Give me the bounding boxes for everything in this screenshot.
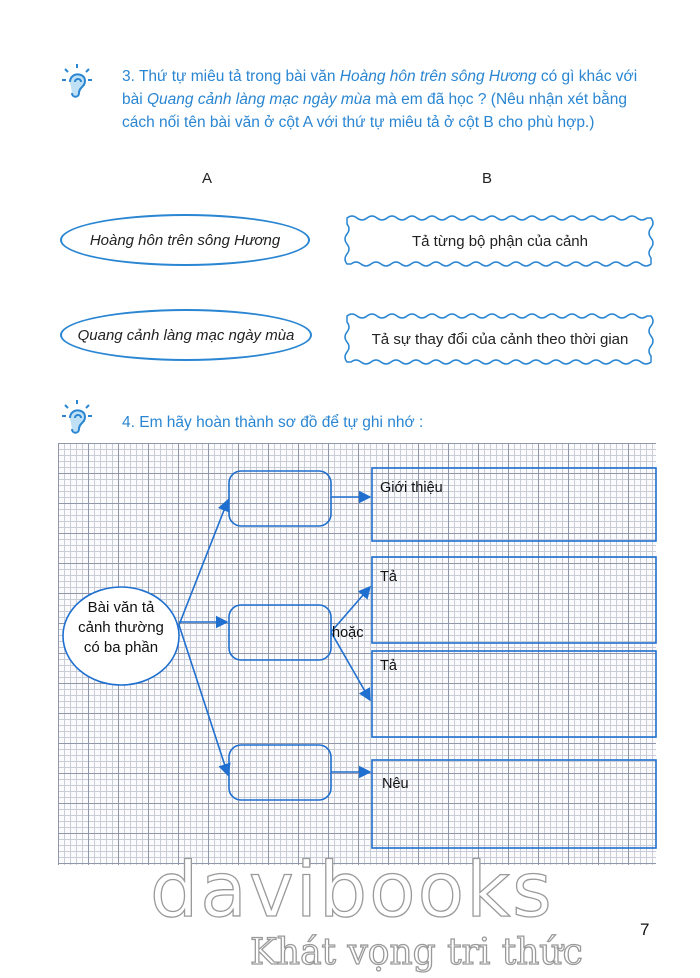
arrow — [179, 500, 228, 625]
answer-box-4 — [372, 760, 656, 848]
answer-box-1 — [372, 468, 656, 541]
center-node: Bài văn tả cảnh thường có ba phần — [78, 599, 164, 656]
column-a-item-1[interactable]: Hoàng hôn trên sông Hương — [60, 214, 310, 266]
answer-box-1-label[interactable]: Giới thiệu — [380, 480, 443, 496]
column-b-item-1[interactable]: Tả từng bộ phận của cảnh — [411, 232, 588, 250]
watermark-brand: davibooks — [150, 845, 554, 934]
watermark-slogan: Khát vọng tri thức — [250, 932, 583, 973]
column-a-label: A — [202, 170, 213, 187]
blank-box-1 — [229, 471, 331, 526]
answer-box-3-label[interactable]: Tả — [380, 658, 397, 674]
arrow — [331, 632, 370, 700]
answer-box-2 — [372, 557, 656, 643]
answer-box-3 — [372, 651, 656, 737]
question-3-text: 3. Thứ tự miêu tả trong bài văn Hoàng hôn trên sông Hương có gì khác với bài Quang cảnh làng mạc ngày mùa mà em đã học ? (Nêu nhận xét bằng cách nối tên bài văn ở cột A với thứ tự miêu tả ở cột B cho phù hợp.) — [122, 68, 638, 131]
blank-box-3 — [229, 745, 331, 800]
connector-label: hoặc — [332, 625, 364, 641]
page-number: 7 — [640, 920, 650, 939]
answer-box-4-label[interactable]: Nêu — [382, 776, 409, 792]
question-4-text: 4. Em hãy hoàn thành sơ đồ để tự ghi nhớ : — [122, 414, 424, 431]
blank-box-2 — [229, 605, 331, 660]
arrow — [179, 625, 228, 775]
column-b-label: B — [482, 170, 493, 187]
column-a-item-2[interactable]: Quang cảnh làng mạc ngày mùa — [60, 309, 312, 361]
answer-box-2-label[interactable]: Tả — [380, 569, 397, 585]
column-b-item-2[interactable]: Tả sự thay đổi của cảnh theo thời gian — [371, 330, 629, 348]
